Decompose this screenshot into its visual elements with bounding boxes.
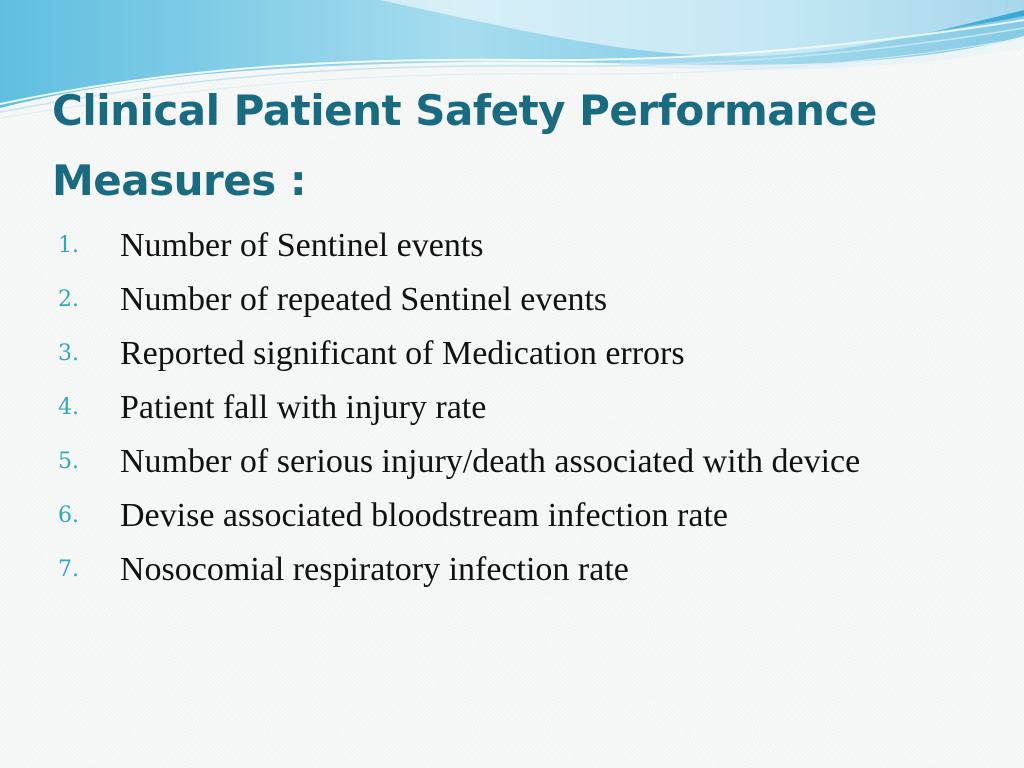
list-item-text: Number of repeated Sentinel events <box>120 281 608 318</box>
measures-list <box>58 224 898 602</box>
list-item-text: Devise associated bloodstream infection rate <box>120 497 728 534</box>
slide-title <box>52 76 952 216</box>
list-item-number: 1. <box>58 233 79 258</box>
list-item-number: 7. <box>58 557 79 582</box>
list-item-number: 4. <box>58 395 79 420</box>
list-item <box>58 224 898 268</box>
list-item-number: 6. <box>58 503 79 528</box>
list-item-text: Patient fall with injury rate <box>120 389 487 426</box>
list-item-text: Reported significant of Medication errors <box>120 335 685 372</box>
list-item <box>58 278 898 322</box>
list-item <box>58 332 898 376</box>
list-item-number: 5. <box>58 449 79 474</box>
list-item-text: Number of Sentinel events <box>120 227 484 264</box>
list-item <box>58 494 898 538</box>
list-item <box>58 386 898 430</box>
list-item-text: Number of serious injury/death associated with device <box>120 443 861 480</box>
slide-title-line-1: Clinical Patient Safety Performance <box>52 86 877 135</box>
list-item <box>58 548 898 592</box>
list-item-number: 2. <box>58 287 79 312</box>
list-item-text: Nosocomial respiratory infection rate <box>120 551 629 588</box>
list-item-number: 3. <box>58 341 79 366</box>
slide-title-line-2: Measures : <box>52 156 307 205</box>
list-item <box>58 440 898 484</box>
